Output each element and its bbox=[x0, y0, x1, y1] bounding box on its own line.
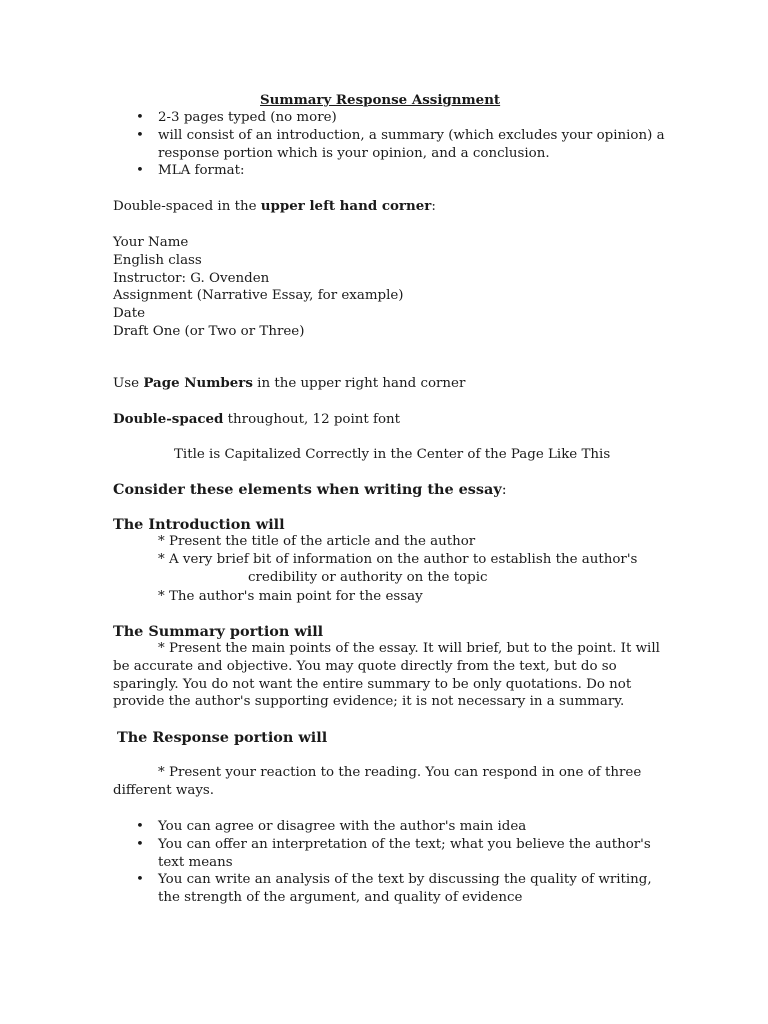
summary-line: * Present the main points of the essay. It will brief, but to the point. It will bbox=[158, 641, 660, 656]
corner-post: : bbox=[431, 199, 436, 214]
heading-line: Instructor: G. Ovenden bbox=[113, 270, 270, 286]
intro-line: * Present the title of the article and the author bbox=[158, 534, 476, 549]
consider-heading bbox=[113, 481, 507, 500]
page-numbers-post: in the upper right hand corner bbox=[252, 376, 466, 391]
list-item: • 2-3 pages typed (no more) bbox=[158, 109, 665, 127]
document-title: Summary Response Assignment bbox=[260, 92, 501, 108]
summary-line: be accurate and objective. You may quote directly from the text, but do so bbox=[113, 659, 617, 674]
spacing-post: throughout, 12 point font bbox=[223, 412, 401, 427]
continuation-text: response portion which is your opinion, and a conclusion. bbox=[158, 145, 550, 161]
heading-line: Date bbox=[113, 306, 146, 322]
heading-line: Assignment (Narrative Essay, for example) bbox=[113, 288, 404, 304]
spacing-instruction bbox=[113, 411, 400, 429]
title-example: Title is Capitalized Correctly in the Center of the Page Like This bbox=[174, 447, 611, 462]
continuation-text: text means bbox=[158, 854, 233, 870]
response-heading: The Response portion will bbox=[117, 729, 328, 746]
response-line: different ways. bbox=[113, 783, 215, 798]
response-options-list bbox=[158, 818, 652, 907]
corner-instruction bbox=[113, 198, 436, 216]
list-item-continuation bbox=[158, 889, 652, 907]
heading-line: Draft One (or Two or Three) bbox=[113, 323, 305, 339]
consider-bold: Consider these elements when writing the essay bbox=[113, 481, 502, 498]
intro-line: credibility or authority on the topic bbox=[248, 570, 488, 585]
page-numbers-instruction bbox=[113, 375, 465, 393]
continuation-text: the strength of the argument, and quality of evidence bbox=[158, 890, 523, 906]
corner-bold: upper left hand corner bbox=[260, 198, 432, 214]
list-item: • will consist of an introduction, a summary (which excludes your opinion) a bbox=[158, 127, 665, 145]
introduction-heading: The Introduction will bbox=[113, 516, 285, 533]
list-item: • MLA format: bbox=[158, 162, 665, 180]
heading-line: English class bbox=[113, 252, 202, 268]
mla-heading-block bbox=[113, 234, 404, 341]
list-item-continuation bbox=[158, 145, 665, 163]
list-item: • You can write an analysis of the text by discussing the quality of writing, bbox=[158, 871, 652, 889]
page-numbers-bold: Page Numbers bbox=[143, 375, 253, 391]
intro-line: * A very brief bit of information on the author to establish the author's bbox=[158, 552, 638, 567]
page-numbers-pre: Use bbox=[113, 376, 144, 391]
heading-line: Your Name bbox=[113, 235, 189, 250]
list-item: • You can offer an interpretation of the text; what you believe the author's bbox=[158, 836, 652, 854]
response-line: * Present your reaction to the reading. You can respond in one of three bbox=[158, 765, 642, 780]
summary-line: provide the author's supporting evidence; it is not necessary in a summary. bbox=[113, 694, 625, 709]
spacing-bold: Double-spaced bbox=[113, 411, 224, 427]
summary-heading: The Summary portion will bbox=[113, 623, 324, 640]
corner-pre: Double-spaced in the bbox=[113, 199, 261, 214]
summary-line: sparingly. You do not want the entire summary to be only quotations. Do not bbox=[113, 677, 632, 692]
intro-line: * The author's main point for the essay bbox=[158, 589, 423, 604]
list-item: • You can agree or disagree with the author's main idea bbox=[158, 818, 652, 836]
consider-post: : bbox=[501, 482, 507, 498]
list-item-continuation bbox=[158, 854, 652, 872]
requirements-list bbox=[158, 109, 665, 180]
